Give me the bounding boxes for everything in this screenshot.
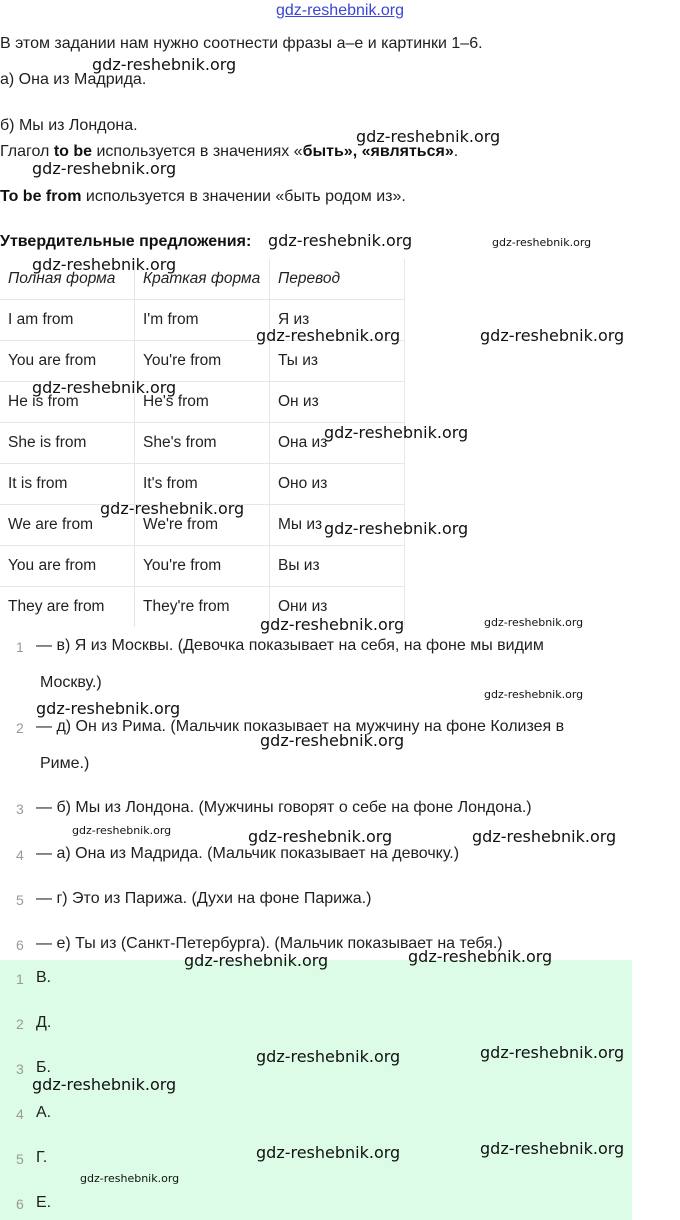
answer-text: Б. <box>36 1059 51 1076</box>
answer-text: В. <box>36 969 52 986</box>
answer-number: 5 <box>16 1151 24 1167</box>
site-link[interactable]: gdz-reshebnik.org <box>275 2 405 19</box>
match-number: 6 <box>16 937 24 953</box>
table-cell: She is from <box>0 423 135 464</box>
verb-term: to be <box>53 143 93 160</box>
answer-text: Д. <box>36 1014 52 1031</box>
answer-number: 4 <box>16 1106 24 1122</box>
from-term: To be from <box>0 188 82 205</box>
answer-number: 2 <box>16 1016 24 1032</box>
watermark: gdz-reshebnik.org <box>256 1047 401 1066</box>
watermark: gdz-reshebnik.org <box>472 827 617 846</box>
match-number: 4 <box>16 847 24 863</box>
table-cell: Ты из <box>270 341 405 382</box>
watermark: gdz-reshebnik.org <box>32 378 177 397</box>
match-number: 1 <box>16 639 24 655</box>
table-cell: We're from <box>135 505 270 546</box>
column-header: Перевод <box>270 259 405 300</box>
column-header: Полная форма <box>0 259 135 300</box>
table-cell: I'm from <box>135 300 270 341</box>
watermark: gdz-reshebnik.org <box>324 423 469 442</box>
from-rest: используется в значении «быть родом из». <box>81 188 406 205</box>
answer-text: Г. <box>36 1149 48 1166</box>
table-cell: Он из <box>270 382 405 423</box>
answer-number: 6 <box>16 1196 24 1212</box>
match-text-cont: Москву.) <box>40 674 102 691</box>
table-cell: You are from <box>0 341 135 382</box>
watermark: gdz-reshebnik.org <box>356 127 501 146</box>
match-number: 5 <box>16 892 24 908</box>
table-cell: It's from <box>135 464 270 505</box>
conjugation-table <box>0 259 405 627</box>
table-cell: Она из <box>270 423 405 464</box>
from-explanation <box>0 187 406 207</box>
watermark: gdz-reshebnik.org <box>36 699 181 718</box>
match-number: 3 <box>16 801 24 817</box>
table-cell: I am from <box>0 300 135 341</box>
phrase-b: б) Мы из Лондона. <box>0 117 138 134</box>
match-text-cont: Риме.) <box>40 755 90 772</box>
table-cell: You're from <box>135 546 270 587</box>
table-cell: Я из <box>270 300 405 341</box>
table-cell: They are from <box>0 587 135 628</box>
table-row <box>0 546 405 587</box>
table-row <box>0 341 405 382</box>
match-text: — г) Это из Парижа. (Духи на фоне Парижа.) <box>36 890 372 907</box>
watermark: gdz-reshebnik.org <box>260 731 405 750</box>
verb-prefix: Глагол <box>0 143 54 160</box>
watermark: gdz-reshebnik.org <box>480 1043 625 1062</box>
column-header: Краткая форма <box>135 259 270 300</box>
watermark: gdz-reshebnik.org <box>484 688 584 701</box>
verb-meanings: быть», «являться» <box>302 143 454 160</box>
table-cell: Вы из <box>270 546 405 587</box>
watermark: gdz-reshebnik.org <box>408 947 553 966</box>
watermark: gdz-reshebnik.org <box>92 55 237 74</box>
table-cell: She's from <box>135 423 270 464</box>
watermark: gdz-reshebnik.org <box>32 159 177 178</box>
watermark: gdz-reshebnik.org <box>268 231 413 250</box>
task-text: В этом задании нам нужно соотнести фразы а–е и картинки 1–6. <box>0 35 483 52</box>
watermark: gdz-reshebnik.org <box>260 615 405 634</box>
table-cell: We are from <box>0 505 135 546</box>
watermark: gdz-reshebnik.org <box>256 326 401 345</box>
table-cell: Они из <box>270 587 405 628</box>
watermark: gdz-reshebnik.org <box>80 1172 180 1185</box>
match-text: — е) Ты из (Санкт-Петербурга). (Мальчик показывает на тебя.) <box>36 935 503 952</box>
watermark: gdz-reshebnik.org <box>100 499 245 518</box>
watermark: gdz-reshebnik.org <box>248 827 393 846</box>
watermark: gdz-reshebnik.org <box>72 824 172 837</box>
verb-end: . <box>453 143 459 160</box>
answer-number: 3 <box>16 1061 24 1077</box>
watermark: gdz-reshebnik.org <box>480 326 625 345</box>
watermark: gdz-reshebnik.org <box>32 1075 177 1094</box>
watermark: gdz-reshebnik.org <box>256 1143 401 1162</box>
answer-text: Е. <box>36 1194 52 1211</box>
match-text: — а) Она из Мадрида. (Мальчик показывает на девочку.) <box>36 845 460 862</box>
watermark: gdz-reshebnik.org <box>480 1139 625 1158</box>
table-cell: They're from <box>135 587 270 628</box>
table-cell: Мы из <box>270 505 405 546</box>
answer-text: А. <box>36 1104 52 1121</box>
verb-mid: используется в значениях « <box>92 143 303 160</box>
table-cell: You are from <box>0 546 135 587</box>
phrase-a: а) Она из Мадрида. <box>0 71 147 88</box>
match-text: — в) Я из Москвы. (Девочка показывает на себя, на фоне мы видим <box>36 637 544 654</box>
table-cell: Оно из <box>270 464 405 505</box>
match-text: — б) Мы из Лондона. (Мужчины говорят о себе на фоне Лондона.) <box>36 799 532 816</box>
answer-number: 1 <box>16 971 24 987</box>
table-cell: It is from <box>0 464 135 505</box>
table-cell: He is from <box>0 382 135 423</box>
match-text: — д) Он из Рима. (Мальчик показывает на мужчину на фоне Колизея в <box>36 718 565 735</box>
table-heading: Утвердительные предложения: <box>0 233 252 250</box>
table-cell: He's from <box>135 382 270 423</box>
watermark: gdz-reshebnik.org <box>184 951 329 970</box>
watermark: gdz-reshebnik.org <box>492 236 592 249</box>
match-number: 2 <box>16 720 24 736</box>
watermark: gdz-reshebnik.org <box>324 519 469 538</box>
watermark: gdz-reshebnik.org <box>484 616 584 629</box>
table-cell: You're from <box>135 341 270 382</box>
watermark: gdz-reshebnik.org <box>32 255 177 274</box>
